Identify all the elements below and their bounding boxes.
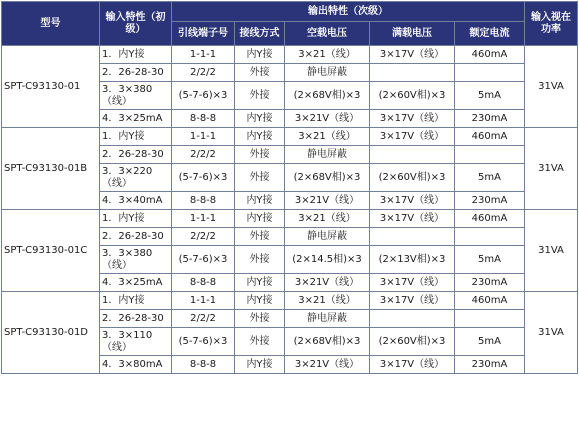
terminal-cell: (5-7-6)×3 bbox=[172, 328, 235, 356]
no-load-cell: 3×21（线） bbox=[285, 292, 370, 310]
no-load-cell: (2×68V相)×3 bbox=[285, 328, 370, 356]
wiring-cell: 外接 bbox=[235, 164, 285, 192]
terminal-cell: 1-1-1 bbox=[172, 292, 235, 310]
shield-cell: 静电屏蔽 bbox=[285, 146, 370, 164]
current-cell: 230mA bbox=[455, 110, 525, 128]
shield-cell: 静电屏蔽 bbox=[285, 64, 370, 82]
header-rated-current: 额定电流 bbox=[455, 22, 525, 46]
input-cell: 1．内Y接 bbox=[100, 46, 172, 64]
shield-cell: 静电屏蔽 bbox=[285, 310, 370, 328]
input-cell: 3．3×220（线） bbox=[100, 164, 172, 192]
wiring-cell: 外接 bbox=[235, 328, 285, 356]
full-load-cell: 3×17V（线） bbox=[370, 128, 455, 146]
full-load-cell bbox=[370, 146, 455, 164]
header-output-char: 输出特性（次级） bbox=[172, 2, 525, 22]
table-row bbox=[2, 46, 578, 64]
terminal-cell: (5-7-6)×3 bbox=[172, 164, 235, 192]
wiring-cell: 内Y接 bbox=[235, 192, 285, 210]
header-input-power: 输入视在功率 bbox=[525, 2, 578, 46]
model-cell: SPT-C93130-01D bbox=[2, 292, 100, 374]
no-load-cell: 3×21（线） bbox=[285, 46, 370, 64]
no-load-cell: 3×21（线） bbox=[285, 210, 370, 228]
terminal-cell: 1-1-1 bbox=[172, 210, 235, 228]
full-load-cell: 3×17V（线） bbox=[370, 46, 455, 64]
wiring-cell: 外接 bbox=[235, 64, 285, 82]
input-cell: 2．26-28-30 bbox=[100, 228, 172, 246]
full-load-cell bbox=[370, 64, 455, 82]
terminal-cell: (5-7-6)×3 bbox=[172, 246, 235, 274]
model-cell: SPT-C93130-01B bbox=[2, 128, 100, 210]
input-cell: 1．内Y接 bbox=[100, 210, 172, 228]
full-load-cell: (2×60V相)×3 bbox=[370, 82, 455, 110]
current-cell: 460mA bbox=[455, 210, 525, 228]
current-cell: 230mA bbox=[455, 192, 525, 210]
input-cell: 3．3×380（线） bbox=[100, 82, 172, 110]
wiring-cell: 内Y接 bbox=[235, 274, 285, 292]
wiring-cell: 内Y接 bbox=[235, 356, 285, 374]
terminal-cell: 2/2/2 bbox=[172, 146, 235, 164]
current-cell bbox=[455, 64, 525, 82]
full-load-cell: 3×17V（线） bbox=[370, 356, 455, 374]
wiring-cell: 外接 bbox=[235, 228, 285, 246]
power-cell: 31VA bbox=[525, 292, 578, 374]
terminal-cell: 2/2/2 bbox=[172, 64, 235, 82]
terminal-cell: 2/2/2 bbox=[172, 310, 235, 328]
terminal-cell: 8-8-8 bbox=[172, 356, 235, 374]
wiring-cell: 内Y接 bbox=[235, 292, 285, 310]
terminal-cell: (5-7-6)×3 bbox=[172, 82, 235, 110]
wiring-cell: 内Y接 bbox=[235, 110, 285, 128]
spec-table bbox=[1, 1, 578, 374]
wiring-cell: 内Y接 bbox=[235, 46, 285, 64]
current-cell: 5mA bbox=[455, 328, 525, 356]
header-input-char: 输入特性（初级） bbox=[100, 2, 172, 46]
model-cell: SPT-C93130-01 bbox=[2, 46, 100, 128]
current-cell bbox=[455, 146, 525, 164]
input-cell: 4．3×80mA bbox=[100, 356, 172, 374]
current-cell bbox=[455, 228, 525, 246]
wiring-cell: 内Y接 bbox=[235, 128, 285, 146]
current-cell: 5mA bbox=[455, 82, 525, 110]
full-load-cell: 3×17V（线） bbox=[370, 192, 455, 210]
no-load-cell: (2×68V相)×3 bbox=[285, 164, 370, 192]
terminal-cell: 8-8-8 bbox=[172, 110, 235, 128]
input-cell: 4．3×25mA bbox=[100, 274, 172, 292]
input-cell: 2．26-28-30 bbox=[100, 310, 172, 328]
no-load-cell: 3×21V（线） bbox=[285, 356, 370, 374]
input-cell: 3．3×110（线） bbox=[100, 328, 172, 356]
current-cell bbox=[455, 310, 525, 328]
header-full-load-voltage: 满载电压 bbox=[370, 22, 455, 46]
terminal-cell: 8-8-8 bbox=[172, 274, 235, 292]
header-no-load-voltage: 空载电压 bbox=[285, 22, 370, 46]
wiring-cell: 外接 bbox=[235, 246, 285, 274]
current-cell: 230mA bbox=[455, 356, 525, 374]
full-load-cell: (2×60V相)×3 bbox=[370, 328, 455, 356]
current-cell: 460mA bbox=[455, 128, 525, 146]
full-load-cell: 3×17V（线） bbox=[370, 292, 455, 310]
current-cell: 230mA bbox=[455, 274, 525, 292]
no-load-cell: 3×21V（线） bbox=[285, 274, 370, 292]
header-terminals: 引线端子号 bbox=[172, 22, 235, 46]
table-row bbox=[2, 210, 578, 228]
full-load-cell: (2×60V相)×3 bbox=[370, 164, 455, 192]
input-cell: 2．26-28-30 bbox=[100, 64, 172, 82]
power-cell: 31VA bbox=[525, 128, 578, 210]
no-load-cell: 3×21V（线） bbox=[285, 110, 370, 128]
terminal-cell: 8-8-8 bbox=[172, 192, 235, 210]
input-cell: 1．内Y接 bbox=[100, 128, 172, 146]
power-cell: 31VA bbox=[525, 46, 578, 128]
no-load-cell: 3×21（线） bbox=[285, 128, 370, 146]
header-model: 型号 bbox=[2, 2, 100, 46]
wiring-cell: 外接 bbox=[235, 146, 285, 164]
shield-cell: 静电屏蔽 bbox=[285, 228, 370, 246]
header-wiring: 接线方式 bbox=[235, 22, 285, 46]
terminal-cell: 1-1-1 bbox=[172, 128, 235, 146]
full-load-cell bbox=[370, 310, 455, 328]
wiring-cell: 内Y接 bbox=[235, 210, 285, 228]
current-cell: 460mA bbox=[455, 46, 525, 64]
terminal-cell: 1-1-1 bbox=[172, 46, 235, 64]
full-load-cell: 3×17V（线） bbox=[370, 274, 455, 292]
power-cell: 31VA bbox=[525, 210, 578, 292]
full-load-cell bbox=[370, 228, 455, 246]
no-load-cell: (2×14.5相)×3 bbox=[285, 246, 370, 274]
full-load-cell: 3×17V（线） bbox=[370, 110, 455, 128]
input-cell: 2．26-28-30 bbox=[100, 146, 172, 164]
full-load-cell: 3×17V（线） bbox=[370, 210, 455, 228]
table-row bbox=[2, 292, 578, 310]
wiring-cell: 外接 bbox=[235, 310, 285, 328]
input-cell: 1．内Y接 bbox=[100, 292, 172, 310]
current-cell: 5mA bbox=[455, 246, 525, 274]
current-cell: 5mA bbox=[455, 164, 525, 192]
no-load-cell: 3×21V（线） bbox=[285, 192, 370, 210]
input-cell: 4．3×40mA bbox=[100, 192, 172, 210]
current-cell: 460mA bbox=[455, 292, 525, 310]
terminal-cell: 2/2/2 bbox=[172, 228, 235, 246]
model-cell: SPT-C93130-01C bbox=[2, 210, 100, 292]
input-cell: 4．3×25mA bbox=[100, 110, 172, 128]
table-row bbox=[2, 128, 578, 146]
wiring-cell: 外接 bbox=[235, 82, 285, 110]
input-cell: 3．3×380（线） bbox=[100, 246, 172, 274]
no-load-cell: (2×68V相)×3 bbox=[285, 82, 370, 110]
full-load-cell: (2×13V相)×3 bbox=[370, 246, 455, 274]
